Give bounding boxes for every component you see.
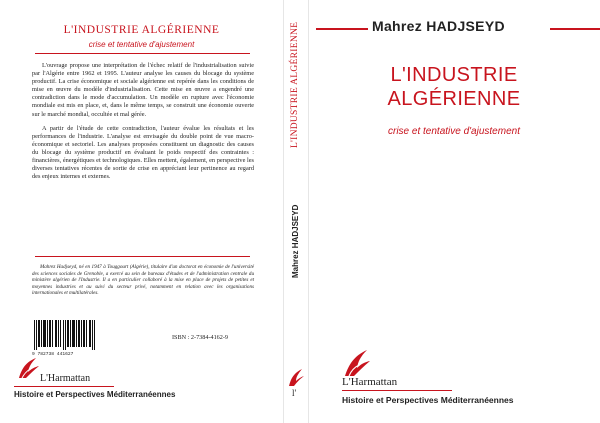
front-publisher-logo-icon	[342, 346, 372, 378]
spine-title: L'INDUSTRIE ALGÉRIENNE	[290, 21, 300, 148]
author-bar-left	[316, 28, 368, 30]
spine	[283, 0, 309, 423]
front-title-line-2: ALGÉRIENNE	[387, 88, 521, 110]
barcode-icon	[34, 320, 96, 350]
back-cover-summary	[32, 62, 254, 181]
publisher-logo-icon	[16, 354, 42, 380]
back-cover	[0, 0, 283, 423]
collection-name: Histoire et Perspectives Méditerranéennes	[14, 390, 176, 399]
bio-divider	[35, 256, 250, 257]
spine-author: Mahrez HADJSEYD	[291, 204, 300, 278]
summary-paragraph-1: L'ouvrage propose une interprétation de l'échec relatif de l'industrialisation suivie par l'Algérie entre 1962 et 1995. L'auteur analyse les causes du blocage du système productif. La crise économique et sociale algérienne est repérée dans les conditions de mise en œuvre du modèle d'industrialisation. Cette mise en œuvre a engendré une contradiction dans le mode d'accumulation. Un modèle en rupture avec l'économie mondiale est mis en place, et, dans le même temps, se construit une économie ouverte sur le marché mondial, occultée et mal gérée.	[32, 62, 254, 118]
spine-publisher-logo-icon	[286, 364, 306, 398]
front-publisher-rule	[342, 390, 452, 391]
front-subtitle: crise et tentative d'ajustement	[388, 126, 520, 137]
back-cover-subtitle: crise et tentative d'ajustement	[88, 40, 195, 49]
front-publisher-name: L'Harmattan	[342, 376, 398, 388]
isbn: ISBN : 2-7384-4162-9	[172, 334, 229, 341]
front-author: Mahrez HADJSEYD	[372, 18, 505, 34]
back-cover-title: L'INDUSTRIE ALGÉRIENNE	[63, 24, 220, 36]
publisher-rule	[14, 386, 114, 387]
back-cover-divider	[35, 53, 250, 54]
front-cover	[308, 0, 600, 423]
author-bar-right	[550, 28, 600, 30]
front-title-line-1: L'INDUSTRIE	[390, 64, 518, 86]
publisher-name: L'Harmattan	[40, 373, 91, 384]
barcode-digits: 9 782738 441627	[32, 352, 74, 357]
author-bio: Mahrez Hadjseyd, né en 1947 à Touggourt (Algérie), titulaire d'un doctorat en économie de l'université des sciences sociales de Grenoble, a exercé au sein de bureaux d'études et de l'administration centrale du ministère algérien de l'Industrie. Il a en particulier collaboré à la mise en place de projets de petites et moyennes industries et au suivi du secteur privé, notamment en relation avec les organisations internationales et multilatérales.	[32, 264, 254, 297]
summary-paragraph-2: A partir de l'étude de cette contradiction, l'auteur évalue les résultats et les performances de l'industrie. L'analyse est envisagée du double point de vue macro-économique et sectoriel. Les analyses proposées constituent un diagnostic des causes du blocage du système productif en évaluant le poids respectif des contraintes : financières, énergétiques et technologiques. Elles mettent, également, en perspective les diverses tentatives récentes de sortie de crise en appréciant leur pertinence au regard des enjeux internes et externes.	[32, 124, 254, 181]
svg-text:l': l'	[292, 388, 297, 398]
front-collection-name: Histoire et Perspectives Méditerranéennes	[342, 395, 514, 405]
